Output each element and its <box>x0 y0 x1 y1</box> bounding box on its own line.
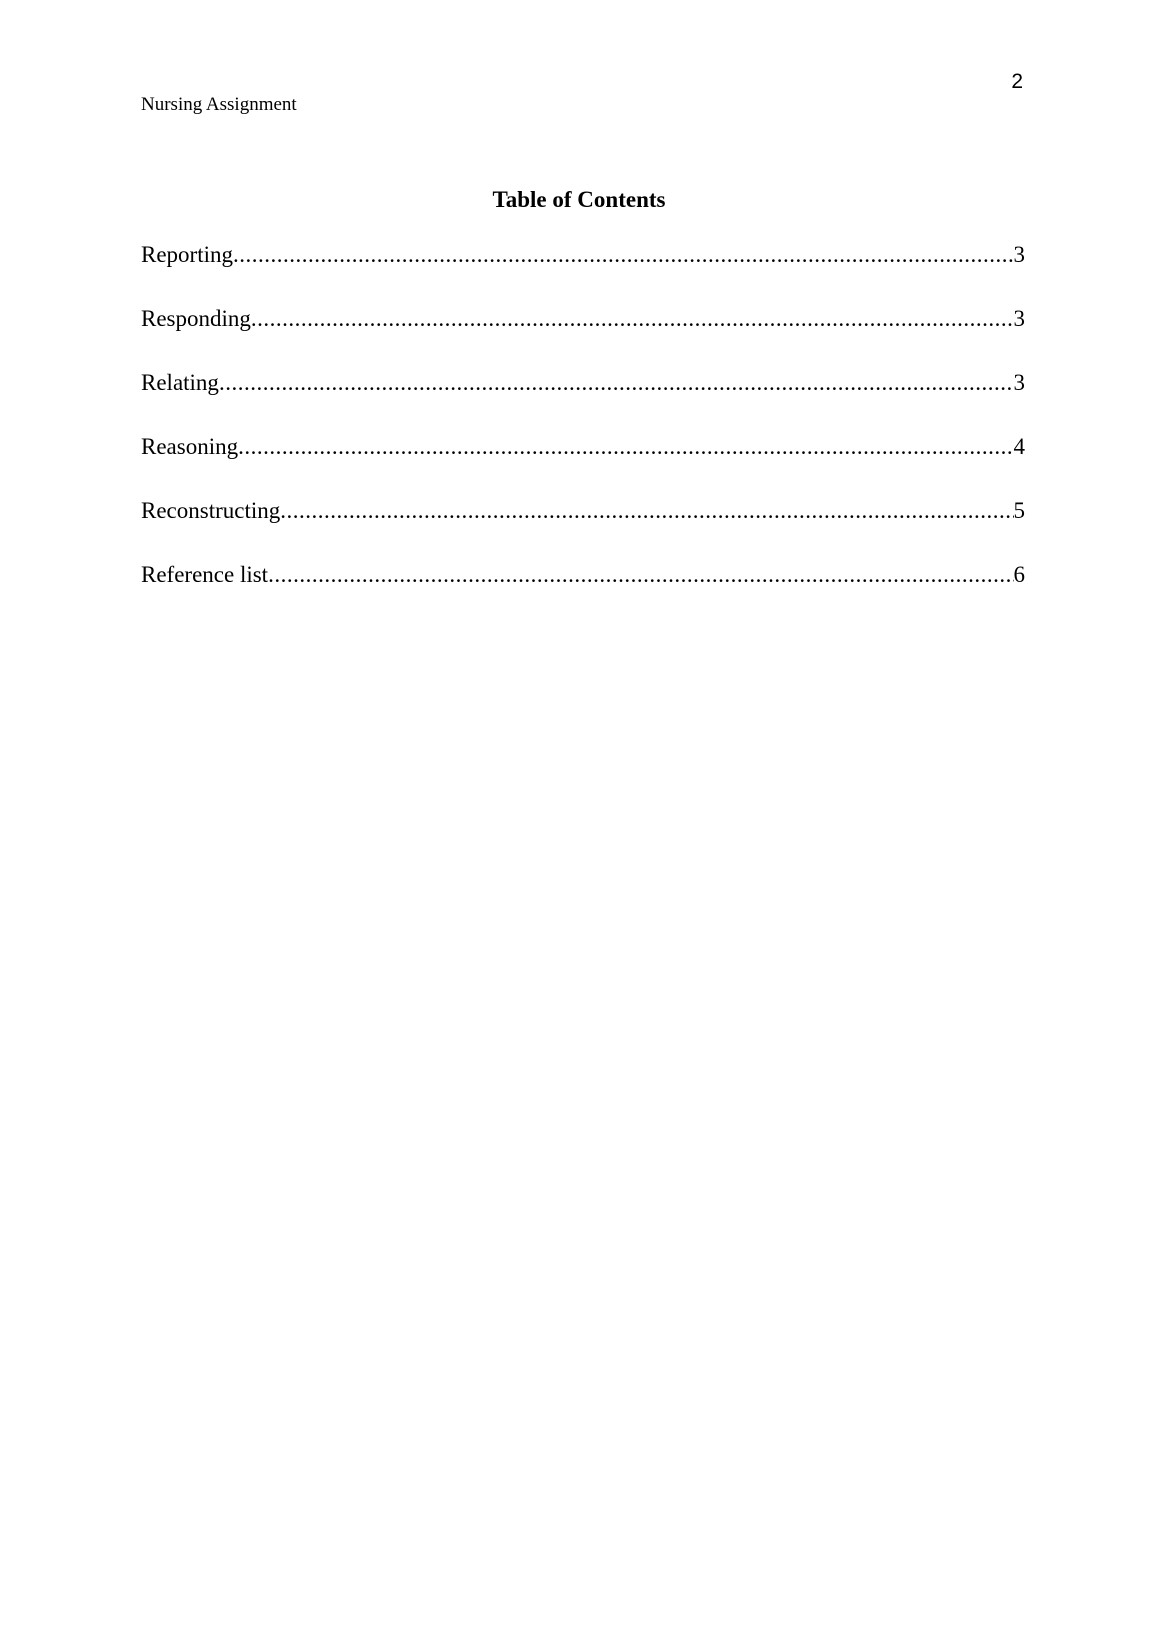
toc-entry-reasoning[interactable] <box>141 432 1025 496</box>
toc-entry-page: 5 <box>1013 498 1025 523</box>
toc-entry-label: Responding <box>141 306 251 331</box>
toc-entry-label: Reasoning <box>141 434 239 459</box>
dot-leader <box>233 240 1014 270</box>
toc-entry-label: Reference list <box>141 562 269 587</box>
toc-entry-label: Relating <box>141 370 219 395</box>
toc-entry-relating[interactable] <box>141 368 1025 432</box>
toc-entry-page: 3 <box>1013 242 1025 267</box>
page-number: 2 <box>1011 70 1023 93</box>
toc-entry-label: Reconstructing <box>141 498 281 523</box>
dot-leader <box>238 432 1013 462</box>
table-of-contents <box>141 240 1025 624</box>
toc-entry-label: Reporting <box>141 242 233 267</box>
toc-entry-page: 3 <box>1013 306 1025 331</box>
toc-entry-reporting[interactable] <box>141 240 1025 304</box>
toc-entry-page: 3 <box>1013 370 1025 395</box>
running-head: Nursing Assignment <box>141 94 297 115</box>
toc-entry-page: 6 <box>1013 562 1025 587</box>
dot-leader <box>280 496 1013 526</box>
dot-leader <box>268 560 1013 590</box>
toc-title: Table of Contents <box>492 187 666 212</box>
toc-entry-responding[interactable] <box>141 304 1025 368</box>
toc-entry-reference-list[interactable] <box>141 560 1025 624</box>
dot-leader <box>251 304 1014 334</box>
dot-leader <box>219 368 1014 398</box>
toc-entry-page: 4 <box>1013 434 1025 459</box>
toc-entry-reconstructing[interactable] <box>141 496 1025 560</box>
